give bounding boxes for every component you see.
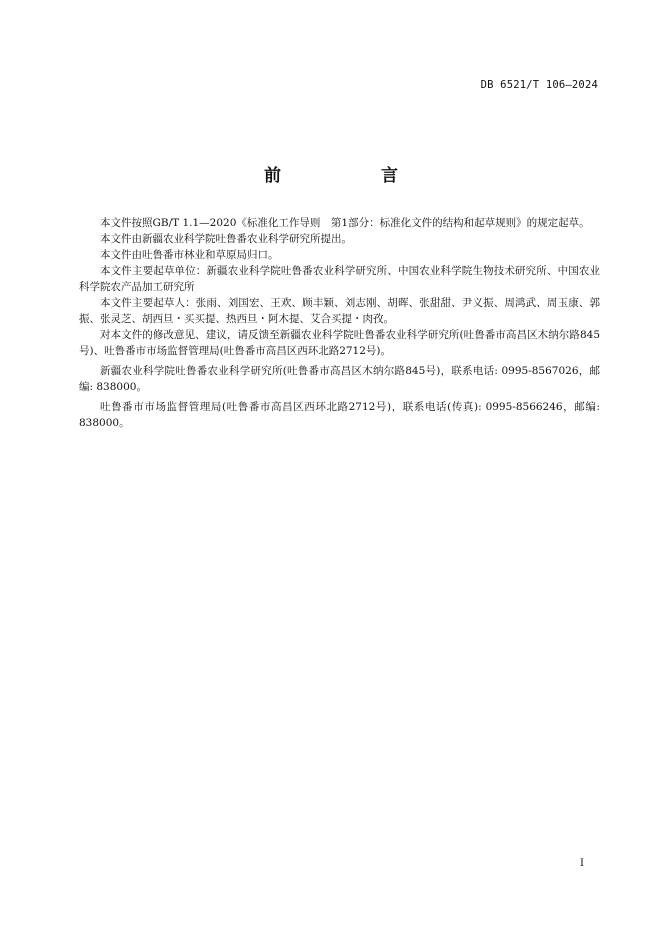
- document-code: DB 6521/T 106—2024: [480, 79, 598, 91]
- paragraph-feedback: 对本文件的修改意见、建议，请反馈至新疆农业科学院吐鲁番农业科学研究所(吐鲁番市高昌区木纳尔路845号)、吐鲁番市市场监督管理局(吐鲁番市高昌区西环北路2712号)。: [79, 329, 600, 357]
- paragraph-drafters: 本文件主要起草人：张雨、刘国宏、王欢、顾丰颖、刘志刚、胡晖、张甜甜、尹义振、周鸿武、周玉康、郭振、张灵芝、胡西旦・买买提、热西旦・阿木提、艾合买提・肉孜。: [79, 297, 600, 325]
- page-number: I: [580, 858, 584, 869]
- paragraph-drafting-basis: 本文件按照GB/T 1.1—2020《标准化工作导则 第1部分：标准化文件的结构和起草规则》的规定起草。: [100, 217, 590, 229]
- page-title: 前 言: [264, 166, 420, 186]
- paragraph-proposer: 本文件由新疆农业科学院吐鲁番农业科学研究所提出。: [100, 233, 352, 245]
- foreword-content: [79, 215, 600, 431]
- paragraph-contact-bureau: 吐鲁番市市场监督管理局(吐鲁番市高昌区西环北路2712号)，联系电话(传真): 0995-8566246，邮编: 838000。: [79, 401, 600, 429]
- paragraph-administrator: 本文件由吐鲁番市林业和草原局归口。: [100, 249, 279, 261]
- paragraph-drafting-units: 本文件主要起草单位：新疆农业科学院吐鲁番农业科学研究所、中国农业科学院生物技术研究所、中国农业科学院农产品加工研究所: [79, 265, 600, 293]
- paragraph-contact-institute: 新疆农业科学院吐鲁番农业科学研究所(吐鲁番市高昌区木纳尔路845号)，联系电话: 0995-8567026，邮编: 838000。: [79, 365, 600, 393]
